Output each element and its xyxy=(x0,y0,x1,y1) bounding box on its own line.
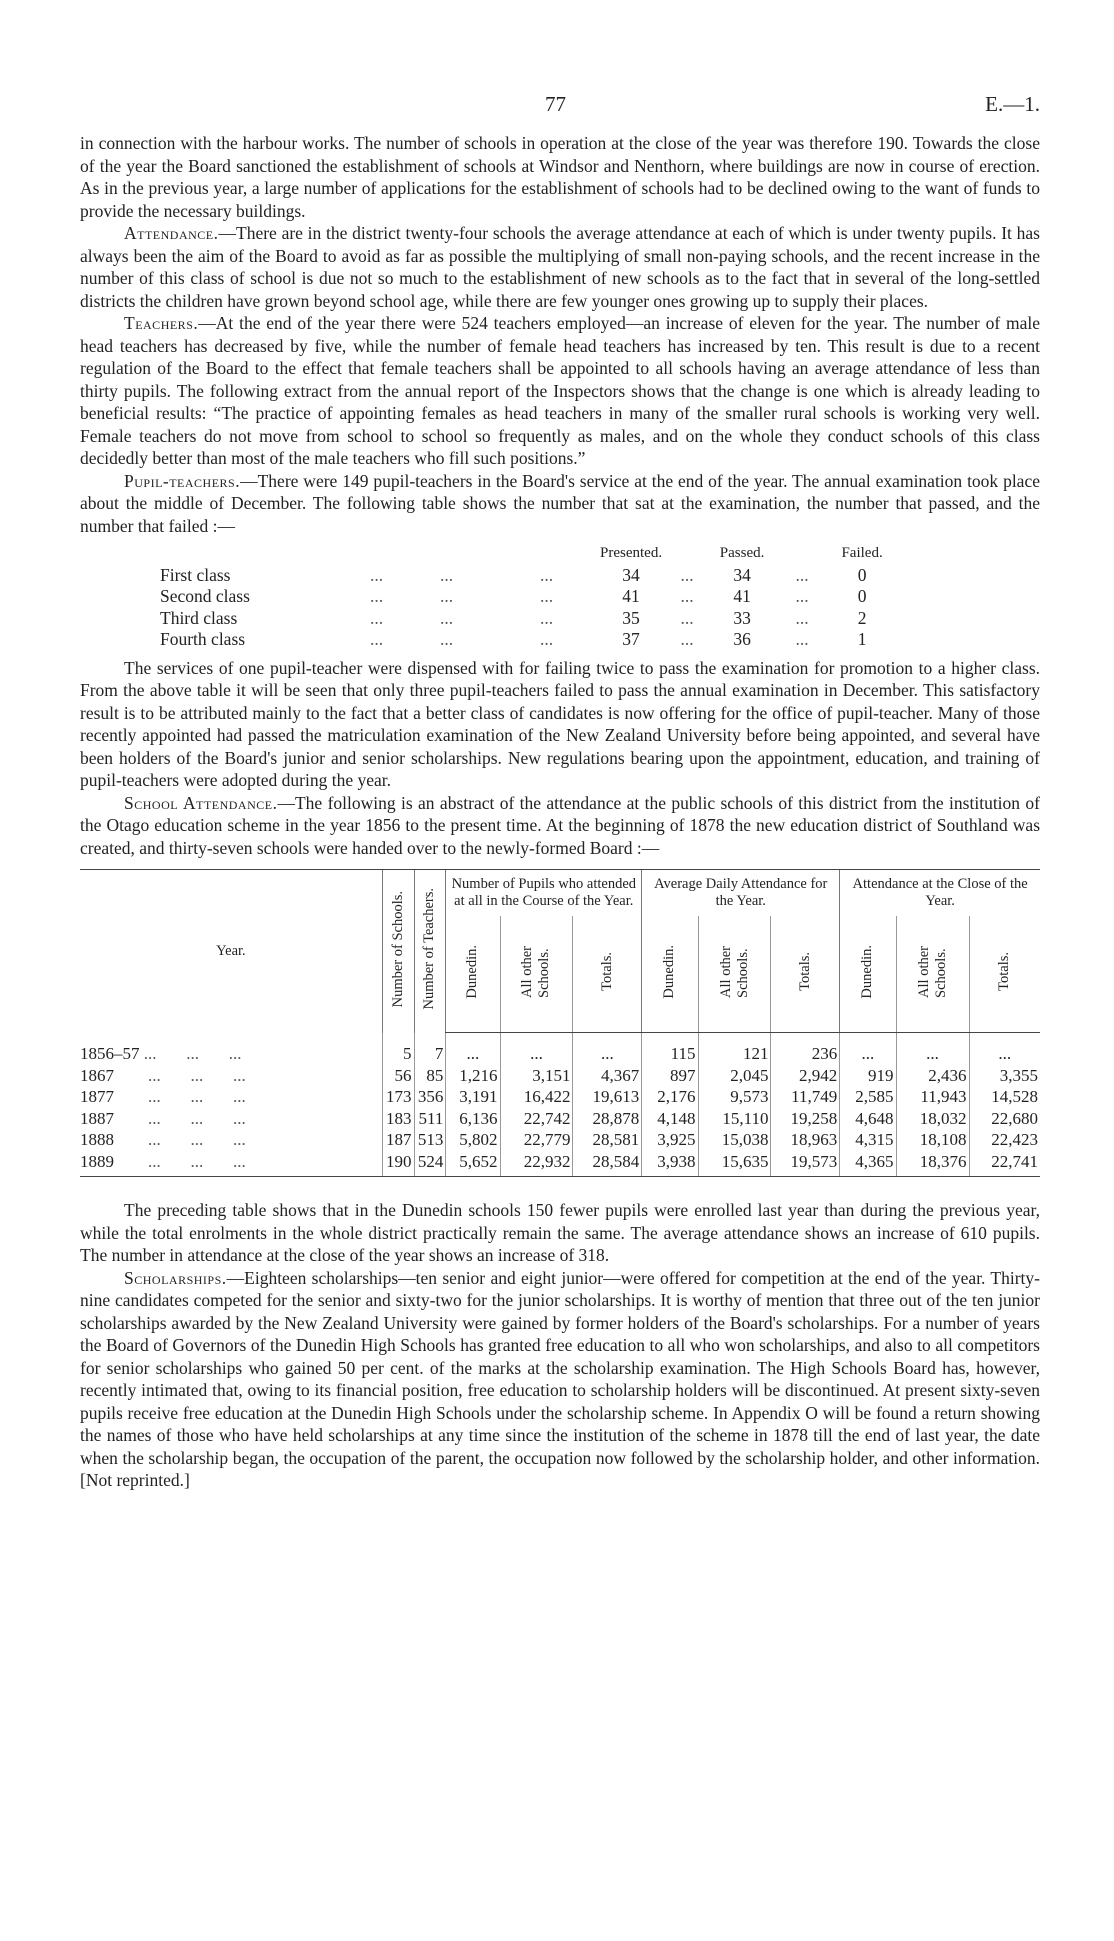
close-dunedin-value: 919 xyxy=(840,1065,896,1087)
leader-dots: ... xyxy=(233,1130,246,1149)
group-close: Attendance at the Close of the Year. xyxy=(840,870,1040,917)
paragraph-pupil-teachers xyxy=(80,470,1040,538)
close-other-value: ... xyxy=(896,1033,969,1065)
col-average-dunedin xyxy=(642,916,698,1033)
col-other-label: All other Schools. xyxy=(915,945,949,998)
leader-dots: ... xyxy=(370,607,384,628)
table-row xyxy=(160,565,892,587)
pupil-teacher-table xyxy=(160,543,892,651)
schools-value: 190 xyxy=(382,1151,414,1177)
page-header xyxy=(80,92,1040,132)
enrolled-totals-value: 4,367 xyxy=(573,1065,642,1087)
paragraph-attendance xyxy=(80,222,1040,312)
col-totals-label: Totals. xyxy=(598,952,615,991)
schools-value: 5 xyxy=(382,1033,414,1065)
col-totals-label: Totals. xyxy=(796,952,813,991)
col-other-label: All other Schools. xyxy=(717,945,751,998)
leader-dots: ... xyxy=(440,586,454,606)
leader-dots: ... xyxy=(680,629,694,649)
close-dunedin-value: 4,315 xyxy=(840,1129,896,1151)
col-average-other xyxy=(698,916,771,1033)
leader-dots: ... xyxy=(370,564,384,585)
leader-dots: ... xyxy=(795,564,809,585)
leader-dots: ... xyxy=(233,1151,246,1171)
leader-dots: ... xyxy=(143,1043,157,1063)
enrolled-dunedin-value: ... xyxy=(446,1033,500,1065)
year-cell xyxy=(80,1033,382,1065)
group-enrolled: Number of Pupils who attended at all in the Course of the Year. xyxy=(446,870,642,917)
close-totals-value: 22,680 xyxy=(969,1108,1040,1130)
paragraph-preceding-table: The preceding table shows that in the Dunedin schools 150 fewer pupils were enrolled last year than during the previous year, while the total enrolments in the whole district practically remain the same. The average attendance shows an increase of 610 pupils. The number in attendance at the close of the year shows an increase of 318. xyxy=(80,1200,1040,1265)
leader-dots: ... xyxy=(680,586,694,606)
average-totals-value: 19,573 xyxy=(771,1151,840,1177)
leader-dots: ... xyxy=(440,629,454,649)
leader-dots: ... xyxy=(680,564,694,585)
heading-teachers: Teachers. xyxy=(124,313,199,333)
enrolled-totals-value: 19,613 xyxy=(573,1086,642,1108)
enrolled-totals-value: 28,581 xyxy=(573,1129,642,1151)
table-row xyxy=(160,608,892,630)
average-dunedin-value: 3,925 xyxy=(642,1129,698,1151)
heading-scholarships: Scholarships. xyxy=(124,1267,227,1288)
close-other-value: 18,108 xyxy=(896,1129,969,1151)
average-other-value: 9,573 xyxy=(698,1086,771,1108)
enrolled-totals-value: 28,584 xyxy=(573,1151,642,1177)
col-passed: Passed. xyxy=(719,545,765,561)
presented-value: 37 xyxy=(622,629,640,649)
leader-dots: ... xyxy=(190,1065,204,1085)
enrolled-other-value: 22,779 xyxy=(500,1129,573,1151)
presented-value: 35 xyxy=(622,607,640,628)
page-number: 77 xyxy=(545,92,566,116)
col-average-totals xyxy=(771,916,840,1033)
close-dunedin-value: 2,585 xyxy=(840,1086,896,1108)
passed-value: 36 xyxy=(733,629,751,649)
year-value: 1877 xyxy=(80,1087,114,1106)
row-label: Third class xyxy=(160,607,238,628)
leader-dots: ... xyxy=(186,1043,199,1063)
col-schools-label: Number of Schools. xyxy=(389,890,406,1007)
leader-dots: ... xyxy=(680,607,694,628)
col-year: Year. xyxy=(80,870,382,1033)
average-dunedin-value: 4,148 xyxy=(642,1108,698,1130)
close-dunedin-value: 4,648 xyxy=(840,1108,896,1130)
table-row xyxy=(80,1065,1040,1087)
average-dunedin-value: 115 xyxy=(642,1033,698,1065)
table-row xyxy=(80,1108,1040,1130)
row-label: Second class xyxy=(160,586,250,606)
close-totals-value: 22,423 xyxy=(969,1129,1040,1151)
teachers-value: 7 xyxy=(414,1033,446,1065)
paragraph-teachers xyxy=(80,312,1040,470)
close-other-value: 18,032 xyxy=(896,1108,969,1130)
year-value: 1889 xyxy=(80,1151,114,1171)
text-attendance: —There are in the district twenty-four schools the average attendance at each of which is under twenty pupils. It has always been the aim of the Board to avoid as far as possible the multiplying of small non-paying schools, and the recent increase in the number of this class of school is due not so much to the establishment of new schools as to the fact that in several of the long-settled districts the children have grown beyond school age, while there are few younger ones growing up to supply their places. xyxy=(80,223,1040,311)
close-other-value: 18,376 xyxy=(896,1151,969,1177)
leader-dots: ... xyxy=(370,586,384,606)
average-totals-value: 18,963 xyxy=(771,1129,840,1151)
schools-value: 187 xyxy=(382,1129,414,1151)
close-other-value: 2,436 xyxy=(896,1065,969,1087)
year-value: 1888 xyxy=(80,1130,114,1149)
presented-value: 41 xyxy=(622,586,640,606)
average-totals-value: 2,942 xyxy=(771,1065,840,1087)
enrolled-dunedin-value: 1,216 xyxy=(446,1065,500,1087)
col-teachers-label: Number of Teachers. xyxy=(421,887,438,1010)
enrolled-other-value: 22,932 xyxy=(500,1151,573,1177)
leader-dots: ... xyxy=(795,607,809,628)
close-totals-value: ... xyxy=(969,1033,1040,1065)
col-other-label: All other Schools. xyxy=(519,945,553,998)
table-row xyxy=(80,1033,1040,1065)
text-teachers: —At the end of the year there were 524 teachers employed—an increase of eleven for the year. The number of male head teachers has decreased by five, while the number of female head teachers has increased by ten. This result is due to a recent regulation of the Board to the effect that female teachers shall be appointed to all schools having an average attendance of less than thirty pupils. The following extract from the annual report of the Inspectors shows that the change is one which is already leading to beneficial results: “The practice of appointing females as head teachers in many of the smaller rural schools is working very well. Female teachers do not move from school to school so frequently as males, and on the whole they conduct schools of this class decidedly better than most of the male teachers who fill such positions.” xyxy=(80,313,1040,468)
leader-dots: ... xyxy=(795,629,809,649)
year-cell xyxy=(80,1108,382,1130)
enrolled-dunedin-value: 6,136 xyxy=(446,1108,500,1130)
table-row xyxy=(80,1129,1040,1151)
row-label: First class xyxy=(160,564,231,585)
leader-dots: ... xyxy=(148,1087,161,1106)
enrolled-other-value: 22,742 xyxy=(500,1108,573,1130)
leader-dots: ... xyxy=(190,1130,204,1149)
enrolled-totals-value: ... xyxy=(573,1033,642,1065)
schools-value: 183 xyxy=(382,1108,414,1130)
year-value: 1867 xyxy=(80,1065,114,1085)
table-row xyxy=(80,1086,1040,1108)
enrolled-other-value: ... xyxy=(500,1033,573,1065)
leader-dots: ... xyxy=(233,1108,246,1128)
average-dunedin-value: 897 xyxy=(642,1065,698,1087)
passed-value: 41 xyxy=(733,586,751,606)
leader-dots: ... xyxy=(233,1087,246,1106)
year-cell xyxy=(80,1065,382,1087)
col-schools xyxy=(382,870,414,1033)
teachers-value: 85 xyxy=(414,1065,446,1087)
document-code: E.—1. xyxy=(985,92,1040,116)
year-cell xyxy=(80,1086,382,1108)
leader-dots: ... xyxy=(148,1065,161,1085)
close-other-value: 11,943 xyxy=(896,1086,969,1108)
leader-dots: ... xyxy=(148,1151,161,1171)
leader-dots: ... xyxy=(228,1043,242,1063)
average-dunedin-value: 2,176 xyxy=(642,1086,698,1108)
enrolled-other-value: 16,422 xyxy=(500,1086,573,1108)
leader-dots: ... xyxy=(540,607,554,628)
failed-value: 0 xyxy=(857,564,867,585)
group-average: Average Daily Attendance for the Year. xyxy=(642,870,840,917)
text-pupil-teachers: —There were 149 pupil-teachers in the Board's service at the end of the year. The annual examination took place about the middle of December. The following table shows the number that sat at the examination, the number that passed, and the number that failed :— xyxy=(80,470,1040,536)
failed-value: 2 xyxy=(857,607,867,628)
average-totals-value: 19,258 xyxy=(771,1108,840,1130)
leader-dots: ... xyxy=(795,586,809,606)
leader-dots: ... xyxy=(440,607,454,628)
failed-value: 0 xyxy=(857,586,867,606)
col-failed: Failed. xyxy=(841,545,883,561)
col-presented: Presented. xyxy=(600,545,663,561)
year-cell xyxy=(80,1129,382,1151)
paragraph-services: The services of one pupil-teacher were dispensed with for failing twice to pass the examination for promotion to a higher class. From the above table it will be seen that only three pupil-teachers failed to pass the annual examination in December. This satisfactory result is to be attributed mainly to the fact that a better class of candidates is now offering for the office of pupil-teacher. Many of those recently appointed had passed the matriculation examination of the New Zealand University before being appointed, and several have been holders of the Board's junior and senior scholarships. New regulations bearing upon the appointment, education, and training of pupil-teachers were adopted during the year. xyxy=(80,657,1040,790)
col-close-totals xyxy=(969,916,1040,1033)
col-enrolled-dunedin xyxy=(446,916,500,1033)
failed-value: 1 xyxy=(857,629,867,649)
table-row xyxy=(80,1151,1040,1177)
leader-dots: ... xyxy=(190,1151,204,1171)
leader-dots: ... xyxy=(190,1108,204,1128)
passed-value: 33 xyxy=(733,607,751,628)
year-value: 1887 xyxy=(80,1108,114,1128)
close-totals-value: 14,528 xyxy=(969,1086,1040,1108)
teachers-value: 524 xyxy=(414,1151,446,1177)
document-page xyxy=(80,92,1040,1492)
leader-dots: ... xyxy=(540,586,554,606)
col-dunedin-label: Dunedin. xyxy=(859,944,876,999)
col-dunedin-label: Dunedin. xyxy=(464,944,481,999)
table-row xyxy=(160,586,892,608)
leader-dots: ... xyxy=(370,629,384,649)
leader-dots: ... xyxy=(148,1130,161,1149)
enrolled-dunedin-value: 5,652 xyxy=(446,1151,500,1177)
col-enrolled-other xyxy=(500,916,573,1033)
teachers-value: 511 xyxy=(414,1108,446,1130)
leader-dots: ... xyxy=(440,564,454,585)
presented-value: 34 xyxy=(622,564,640,585)
paragraph-scholarships xyxy=(80,1267,1040,1492)
average-other-value: 15,110 xyxy=(698,1108,771,1130)
leader-dots: ... xyxy=(190,1087,204,1106)
teachers-value: 513 xyxy=(414,1129,446,1151)
paragraph-schools: in connection with the harbour works. The number of schools in operation at the close of the year was therefore 190. Towards the close of the year the Board sanctioned the establishment of schools at Windsor and Nenthorn, where buildings are now in course of erection. As in the previous year, a large number of applications for the establishment of schools had to be declined owing to the want of funds to provide the necessary buildings. xyxy=(80,133,1040,221)
close-totals-value: 22,741 xyxy=(969,1151,1040,1177)
text-scholarships: —Eighteen scholarships—ten senior and eight junior—were offered for competition at the end of the year. Thirty-nine candidates competed for the senior and sixty-two for the junior scholarships. It is worthy of mention that three out of the ten junior scholarships awarded by the New Zealand University were gained by former holders of the Board's scholarships. For a number of years the Board of Governors of the Dunedin High Schools has granted free education to all who won scholarships, and also to all competitors for senior scholarships who gained 50 per cent. of the marks at the scholarship examination. The High Schools Board has, however, recently intimated that, owing to its financial position, free education to scholarship holders will be discontinued. At present sixty-seven pupils receive free education at the Dunedin High Schools under the scholarship scheme. In Appendix O will be found a return showing the names of those who have held scholarships at any time since the institution of the scheme in 1878 till the end of last year, the date when the scholarship began, the occupation of the parent, the occupation now followed by the scholarship holder, and other information. [Not reprinted.] xyxy=(80,1267,1040,1490)
col-dunedin-label: Dunedin. xyxy=(661,944,678,999)
enrolled-totals-value: 28,878 xyxy=(573,1108,642,1130)
teachers-value: 356 xyxy=(414,1086,446,1108)
text-school-attendance: —The following is an abstract of the attendance at the public schools of this district from the institution of the Otago education scheme in the year 1856 to the present time. At the beginning of 1878 the new education district of Southland was created, and thirty-seven schools were handed over to the newly-formed Board :— xyxy=(80,792,1040,858)
leader-dots: ... xyxy=(540,564,554,585)
year-value: 1856–57 xyxy=(80,1043,140,1063)
average-other-value: 15,635 xyxy=(698,1151,771,1177)
leader-dots: ... xyxy=(540,629,554,649)
average-totals-value: 11,749 xyxy=(771,1086,840,1108)
average-other-value: 15,038 xyxy=(698,1129,771,1151)
paragraph-school-attendance xyxy=(80,792,1040,860)
average-other-value: 121 xyxy=(698,1033,771,1065)
leader-dots: ... xyxy=(148,1108,161,1128)
table-row xyxy=(160,629,892,651)
close-dunedin-value: ... xyxy=(840,1033,896,1065)
enrolled-other-value: 3,151 xyxy=(500,1065,573,1087)
col-close-dunedin xyxy=(840,916,896,1033)
row-label: Fourth class xyxy=(160,629,246,649)
enrolled-dunedin-value: 5,802 xyxy=(446,1129,500,1151)
attendance-table xyxy=(80,869,1040,1177)
heading-attendance: Attendance. xyxy=(124,223,219,243)
average-other-value: 2,045 xyxy=(698,1065,771,1087)
schools-value: 173 xyxy=(382,1086,414,1108)
heading-pupil-teachers: Pupil-teachers. xyxy=(124,470,241,491)
schools-value: 56 xyxy=(382,1065,414,1087)
col-totals-label: Totals. xyxy=(996,952,1013,991)
heading-school-attendance: School Attendance. xyxy=(124,792,278,813)
year-cell xyxy=(80,1151,382,1177)
col-teachers xyxy=(414,870,446,1033)
close-dunedin-value: 4,365 xyxy=(840,1151,896,1177)
average-dunedin-value: 3,938 xyxy=(642,1151,698,1177)
col-enrolled-totals xyxy=(573,916,642,1033)
col-close-other xyxy=(896,916,969,1033)
enrolled-dunedin-value: 3,191 xyxy=(446,1086,500,1108)
close-totals-value: 3,355 xyxy=(969,1065,1040,1087)
leader-dots: ... xyxy=(233,1065,246,1085)
passed-value: 34 xyxy=(733,564,751,585)
average-totals-value: 236 xyxy=(771,1033,840,1065)
